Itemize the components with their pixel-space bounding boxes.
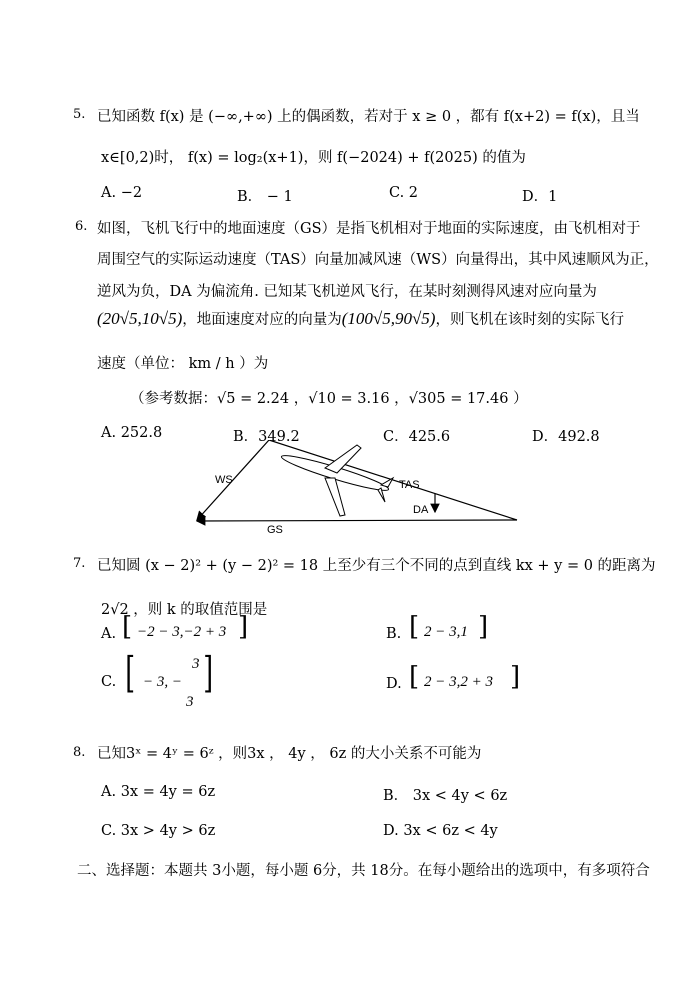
airplane-icon [280, 445, 393, 516]
question-6-number: 6. [75, 219, 88, 234]
question-6-option-a: A. 252.8 [101, 425, 163, 441]
question-7-option-b-label: B. [386, 626, 402, 642]
question-7-number: 7. [73, 556, 86, 571]
question-8-option-b: B． 3x < 4y < 6z [383, 788, 508, 804]
question-8-option-d: D. 3x < 6z < 4y [383, 823, 498, 839]
question-5-line-2: x∈[0,2)时， f(x) = log₂(x+1)，则 f(−2024) + f(2025) 的值为 [101, 150, 526, 166]
question-6-line-4-middle: ，地面速度对应的向量为 [182, 312, 342, 328]
question-8-option-c: C. 3x > 4y > 6z [101, 823, 216, 839]
question-7-option-c: − 3, − [143, 674, 182, 690]
question-6-option-d: D．492.8 [532, 429, 600, 445]
question-8-option-a: A. 3x = 4y = 6z [101, 784, 216, 800]
ws-vector-line [197, 440, 269, 520]
section-2-heading: 二、选择题：本题共 3小题，每小题 6分，共 18分。在每小题给出的选项中，有多项符合 [77, 863, 650, 879]
option-d-left-bracket: [ [409, 662, 420, 692]
question-7-option-d-label: D. [386, 676, 402, 692]
question-6-line-5: 速度（单位： km / h ）为 [97, 356, 269, 372]
question-8-number: 8. [73, 745, 86, 760]
question-7-option-a: −2 − 3,−2 + 3 [137, 624, 227, 640]
question-6-option-b: B．349.2 [233, 429, 300, 445]
option-b-right-bracket: ] [478, 612, 489, 642]
question-5-option-a: A. −2 [101, 185, 143, 201]
question-7-option-b: 2 − 3,1 [424, 624, 468, 640]
option-c-left-bracket: [ [125, 648, 136, 697]
da-label: DA [413, 504, 429, 516]
tas-label: TAS [399, 479, 420, 491]
question-7-option-c-top: 3 [192, 656, 200, 672]
ground-speed-vector: (100√5,90√5) [341, 309, 436, 328]
option-d-right-bracket: ] [510, 662, 521, 692]
vector-diagram [185, 440, 525, 535]
question-6-line-1: 如图，飞机飞行中的地面速度（GS）是指飞机相对于地面的实际速度，由飞机相对于 [97, 221, 641, 237]
question-7-option-d: 2 − 3,2 + 3 [424, 674, 493, 690]
question-6-line-4-end: ，则飞机在该时刻的实际飞行 [435, 312, 624, 328]
tas-vector-line [269, 440, 517, 520]
gs-label: GS [267, 524, 283, 535]
question-7-option-c-label: C. [101, 674, 117, 690]
question-5-line-1: 已知函数 f(x) 是 (−∞,+∞) 上的偶函数，若对于 x ≥ 0 ，都有 f(x+2) = f(x)，且当 [97, 109, 640, 125]
ws-label: WS [215, 474, 233, 486]
gs-vector-line [197, 520, 517, 521]
question-7-option-c-bottom: 3 [186, 694, 194, 710]
question-5-number: 5. [73, 107, 86, 122]
question-6-line-4 [97, 308, 624, 329]
option-a-left-bracket: [ [122, 612, 133, 642]
question-7-option-a-label: A. [101, 626, 117, 642]
option-c-right-bracket: ] [203, 648, 214, 697]
question-6-line-2: 周围空气的实际运动速度（TAS）向量加减风速（WS）向量得出，其中风速顺风为正， [97, 252, 659, 268]
option-b-left-bracket: [ [409, 612, 420, 642]
wind-vector: (20√5,10√5) [97, 309, 183, 328]
question-7-line-2: 2√2 ，则 k 的取值范围是 [101, 602, 268, 618]
question-5-option-c: C. 2 [389, 185, 419, 201]
question-5-option-b: B． − 1 [237, 189, 293, 205]
question-6-line-3: 逆风为负，DA 为偏流角. 已知某飞机逆风飞行，在某时刻测得风速对应向量为 [97, 284, 597, 300]
option-a-right-bracket: ] [238, 612, 249, 642]
question-6-option-c: C．425.6 [383, 429, 451, 445]
question-5-option-d: D．1 [522, 189, 558, 205]
question-7-line-1: 已知圆 (x − 2)² + (y − 2)² = 18 上至少有三个不同的点到直线 kx + y = 0 的距离为 [97, 558, 656, 574]
question-6-reference-data: （参考数据：√5 = 2.24 ，√10 = 3.16 ，√305 = 17.46 ） [130, 391, 528, 407]
question-8-line-1: 已知3ˣ = 4ʸ = 6ᶻ ，则3x ， 4y ， 6z 的大小关系不可能为 [97, 746, 482, 762]
